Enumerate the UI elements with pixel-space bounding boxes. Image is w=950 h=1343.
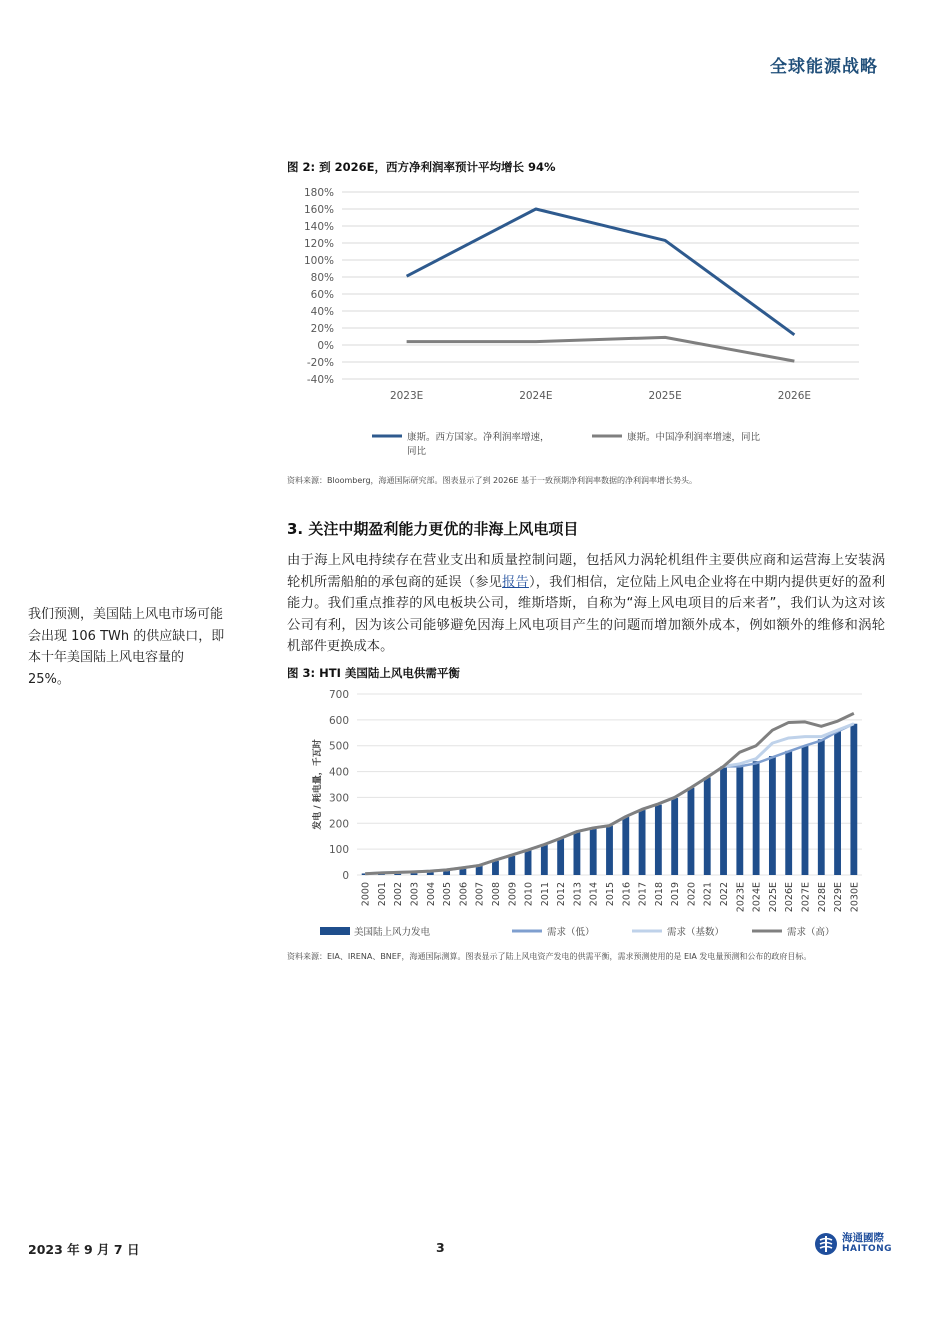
x-tick-label: 2009 [507, 882, 519, 907]
bar [720, 766, 727, 875]
bar [492, 861, 499, 875]
y-tick-label: 700 [328, 689, 349, 701]
section-paragraph [287, 550, 885, 658]
x-tick-label: 2004 [425, 882, 437, 907]
y-tick-label: 180% [303, 187, 334, 199]
x-tick-label: 2015 [605, 882, 616, 907]
legend-label [407, 431, 550, 457]
legend-label: 美国陆上风力发电 [354, 927, 431, 938]
x-tick-label: 2023E [735, 882, 747, 913]
bar [850, 724, 857, 875]
y-tick-label: 500 [328, 740, 349, 753]
x-tick-label: 2020 [686, 882, 698, 907]
x-tick-label: 2024E [519, 390, 553, 402]
x-tick-label: 2018 [653, 882, 665, 907]
x-tick-label: 2006 [458, 882, 470, 907]
bar [802, 746, 809, 875]
y-tick-label: 400 [328, 766, 349, 779]
bar [785, 751, 792, 875]
bar [688, 788, 695, 875]
y-tick-label: 20% [310, 323, 334, 335]
y-tick-label: 0% [317, 340, 334, 352]
bar [704, 777, 711, 875]
y-tick-label: 80% [310, 272, 334, 284]
y-tick-label: 300 [328, 792, 349, 805]
x-tick-label: 2027E [800, 882, 812, 913]
y-tick-label: 160% [303, 204, 334, 216]
x-tick-label: 2005 [442, 882, 454, 907]
legend-label: 需求（高） [787, 927, 835, 938]
y-tick-label: 40% [310, 306, 334, 318]
footer-date: 2023 年 9 月 7 日 [28, 1242, 140, 1257]
y-tick-label: 100% [303, 255, 334, 267]
x-tick-label: 2026E [777, 390, 812, 402]
bar [736, 766, 743, 875]
x-tick-label: 2008 [490, 882, 502, 907]
y-tick-label: 600 [328, 714, 349, 727]
x-tick-label: 2003 [409, 882, 421, 907]
bar [639, 809, 646, 875]
bar [622, 817, 629, 875]
legend-label: 需求（基数） [667, 927, 725, 938]
legend-label-line: 康斯。西方国家。净利润率增速， [407, 432, 550, 443]
x-tick-label: 2011 [539, 882, 551, 907]
y-tick-label: -20% [306, 357, 334, 369]
bar [818, 739, 825, 875]
legend-label-line: 同比 [407, 446, 427, 457]
bar [671, 798, 678, 875]
x-tick-label: 2022 [719, 882, 731, 907]
figure3-bar-chart [287, 684, 887, 946]
figure2-title: 图 2: 到 2026E，西方净利润率预计平均增长 94% [287, 160, 556, 174]
haitong-logo-icon [814, 1232, 838, 1256]
x-tick-label: 2013 [572, 882, 584, 907]
page-header-title: 全球能源战略 [770, 57, 878, 77]
x-tick-label: 2021 [702, 882, 714, 907]
bar [508, 856, 515, 875]
bar [769, 756, 776, 875]
x-tick-label: 2010 [523, 882, 535, 907]
y-tick-label: 200 [328, 818, 349, 831]
x-tick-label: 2017 [637, 882, 649, 907]
x-tick-label: 2023E [389, 390, 424, 402]
x-tick-label: 2024E [751, 882, 763, 913]
legend-swatch [320, 927, 350, 935]
x-tick-label: 2030E [849, 882, 861, 913]
y-tick-label: 60% [310, 289, 334, 301]
x-tick-label: 2012 [556, 882, 568, 907]
paragraph-text-1: 由于海上风电持续存在营业支出和质量控制问题，包括风力涡轮机组件主要供应商和运营海上安装涡轮机所需船舶的承包商的延误（参见 [287, 553, 885, 590]
bar [590, 828, 597, 875]
bar [655, 805, 662, 875]
figure3-title: 图 3: HTI 美国陆上风电供需平衡 [287, 666, 460, 680]
x-tick-label: 2014 [588, 882, 600, 907]
bar [557, 839, 564, 875]
x-tick-label: 2029E [833, 882, 845, 913]
y-tick-label: 100 [328, 844, 349, 857]
figure2-line-chart [287, 180, 877, 470]
haitong-logo [814, 1232, 892, 1256]
bar [525, 850, 532, 875]
bar [541, 844, 548, 875]
side-note: 我们预测，美国陆上风电市场可能会出现 106 TWh 的供应缺口，即本十年美国陆上风电容量的 25%。 [28, 607, 225, 687]
page-number: 3 [436, 1240, 445, 1255]
bar [573, 832, 580, 875]
x-tick-label: 2025E [767, 882, 779, 913]
x-tick-label: 2025E [648, 390, 682, 402]
section-heading: 3. 关注中期盈利能力更优的非海上风电项目 [287, 520, 579, 538]
x-tick-label: 2007 [474, 882, 486, 907]
y-tick-label: 0 [342, 870, 349, 882]
series-line-2 [407, 337, 795, 361]
legend-label: 需求（低） [547, 927, 595, 938]
bar [476, 866, 483, 875]
legend-label: 康斯。中国净利润率增速，同比 [627, 432, 761, 443]
x-tick-label: 2000 [360, 882, 372, 907]
x-tick-label: 2001 [376, 882, 388, 907]
x-tick-label: 2002 [393, 882, 405, 907]
bar [606, 826, 613, 875]
x-tick-label: 2028E [816, 882, 828, 913]
bar [834, 731, 841, 875]
y-tick-label: 140% [303, 221, 334, 233]
y-tick-label: 120% [303, 238, 334, 250]
series-line-1 [407, 209, 795, 335]
logo-english: HAITONG [842, 1244, 893, 1254]
paragraph-text-2: ），我们相信，定位陆上风电企业将在中期内提供更好的盈利能力。我们重点推荐的风电板块公司，维斯塔斯，自称为“海上风电项目的后来者”，我们认为这对该公司有利，因为该公司能够避免因海上风电项目产生的问题而增加额外成本，例如额外的维修和涡轮机部件更换成本。 [287, 574, 886, 654]
y-axis-label: 发电 / 耗电量，千瓦时 [313, 739, 323, 830]
figure3-source: 资料来源：EIA、IRENA、BNEF，海通国际测算。图表显示了陆上风电资产发电的供需平衡，需求预测使用的是 EIA 发电量预测和公布的政府目标。 [287, 952, 812, 961]
x-tick-label: 2019 [670, 882, 682, 907]
bar [753, 761, 760, 875]
logo-chinese: 海通國際 [842, 1232, 884, 1244]
y-tick-label: -40% [306, 374, 334, 386]
figure2-source: 资料来源：Bloomberg，海通国际研究部。图表显示了到 2026E 基于一致预期净利润率数据的净利润率增长势头。 [287, 476, 698, 485]
report-link[interactable]: 报告 [502, 574, 529, 590]
x-tick-label: 2016 [621, 882, 633, 907]
x-tick-label: 2026E [784, 882, 796, 913]
